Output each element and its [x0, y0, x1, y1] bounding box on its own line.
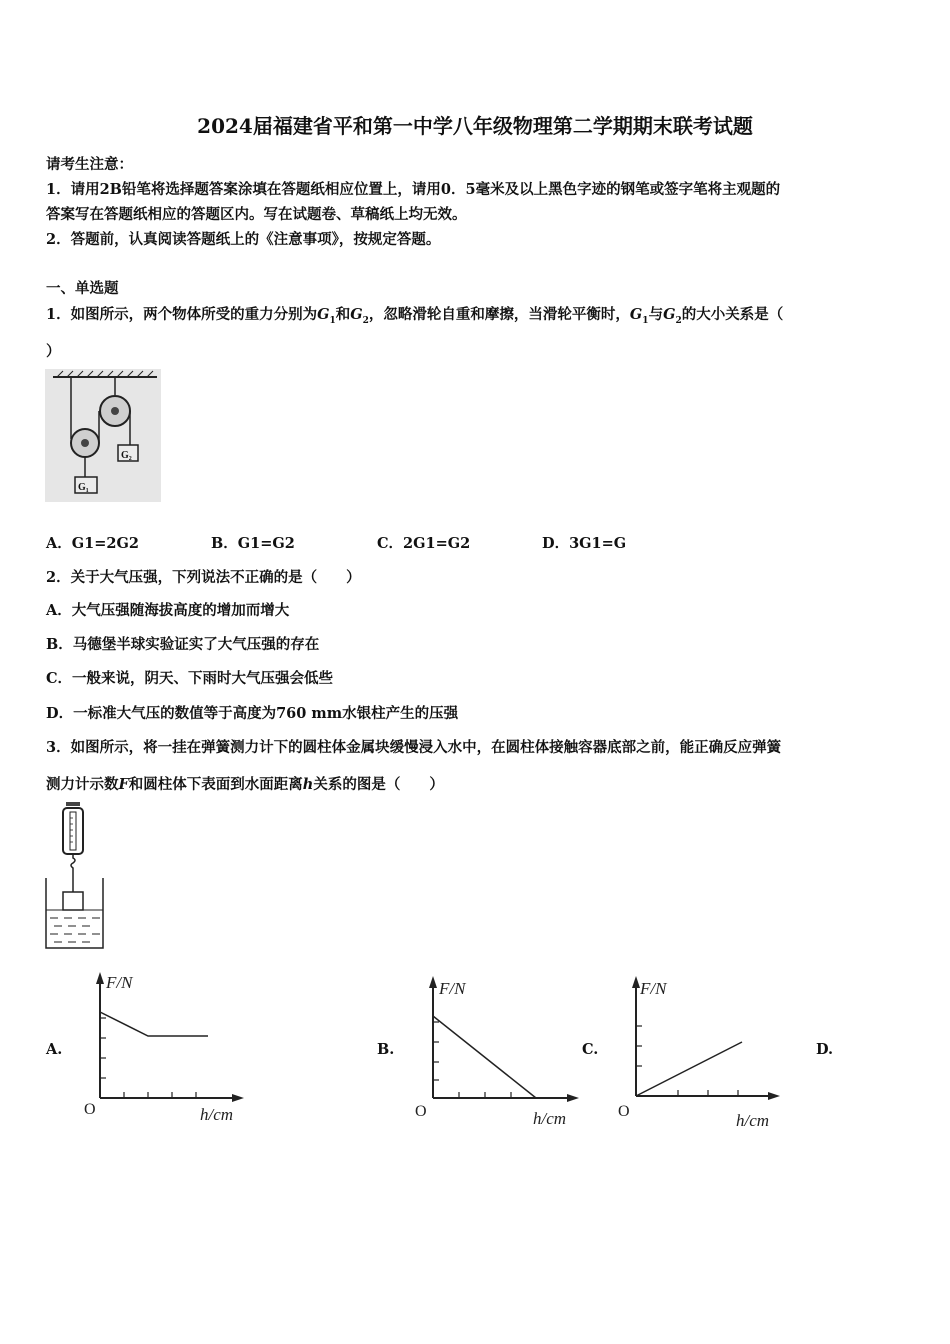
q2-option-b: B．马德堡半球实验证实了大气压强的存在	[46, 636, 320, 653]
q1-stem-close: ）	[46, 343, 61, 360]
graph-c-line	[636, 1042, 742, 1096]
q2-option-d: D．一标准大气压的数值等于高度为760 mm水银柱产生的压强	[46, 705, 459, 722]
notice-line-1a: 1．请用2B铅笔将选择题答案涂填在答题纸相应位置上，请用0．5毫米及以上黑色字迹的钢笔或签字笔将主观题的	[46, 181, 781, 198]
pulley-figure	[45, 369, 161, 502]
graph-b	[411, 970, 583, 1132]
graph-c	[614, 970, 786, 1132]
graph-a-line	[100, 1012, 208, 1036]
q3-option-a-label: A.	[46, 1041, 63, 1058]
q3-option-c-label: C.	[582, 1041, 599, 1058]
fig-label-g2: G₂	[121, 450, 132, 461]
q3-stem-line-1: 3．如图所示，将一挂在弹簧测力计下的圆柱体金属块缓慢浸入水中，在圆柱体接触容器底部之前，能正确反应弹簧	[46, 739, 782, 756]
spring-scale-figure	[44, 802, 106, 950]
q1-option-a: A．G1=2G2	[46, 535, 139, 552]
q1-option-d: D．3G1=G	[542, 535, 627, 552]
graph-c-origin: O	[618, 1103, 630, 1120]
fig-label-g1: G₁	[78, 482, 89, 493]
q2-stem: 2．关于大气压强，下列说法不正确的是（ ）	[46, 569, 361, 586]
q3-option-b-label: B.	[377, 1041, 395, 1058]
q1-option-b: B．G1=G2	[211, 535, 295, 552]
page-title: 2024届福建省平和第一中学八年级物理第二学期期末联考试题	[197, 114, 753, 138]
q1-stem: 1．如图所示，两个物体所受的重力分别为$G_1$和$G_2$，忽略滑轮自重和摩擦，当滑轮平衡时，$G_1$与$G_2$的大小关系是（	[46, 306, 784, 326]
graph-c-ylabel: F/N	[640, 979, 667, 998]
graph-b-ylabel: F/N	[439, 979, 466, 998]
q3-option-d-label: D.	[816, 1041, 834, 1058]
section-heading: 一、单选题	[46, 280, 119, 297]
notice-line-2: 2．答题前，认真阅读答题纸上的《注意事项》，按规定答题。	[46, 231, 441, 248]
notice-heading: 请考生注意：	[46, 156, 133, 173]
notice-line-1b: 答案写在答题纸相应的答题区内。写在试题卷、草稿纸上均无效。	[46, 206, 467, 223]
q3-stem-line-2: 测力计示数F和圆柱体下表面到水面距离h关系的图是（ ）	[46, 776, 444, 793]
q1-option-c: C．2G1=G2	[377, 535, 471, 552]
graph-c-xlabel: h/cm	[736, 1111, 770, 1130]
graph-a-origin: O	[84, 1101, 96, 1118]
graph-b-xlabel: h/cm	[533, 1109, 567, 1128]
graph-b-origin: O	[415, 1103, 427, 1120]
graph-a-ylabel: F/N	[106, 973, 133, 992]
graph-a	[78, 966, 250, 1128]
q2-option-c: C．一般来说，阴天、下雨时大气压强会低些	[46, 670, 334, 687]
q2-option-a: A．大气压强随海拔高度的增加而增大	[46, 602, 290, 619]
graph-b-line	[433, 1016, 536, 1098]
graph-a-xlabel: h/cm	[200, 1105, 234, 1124]
